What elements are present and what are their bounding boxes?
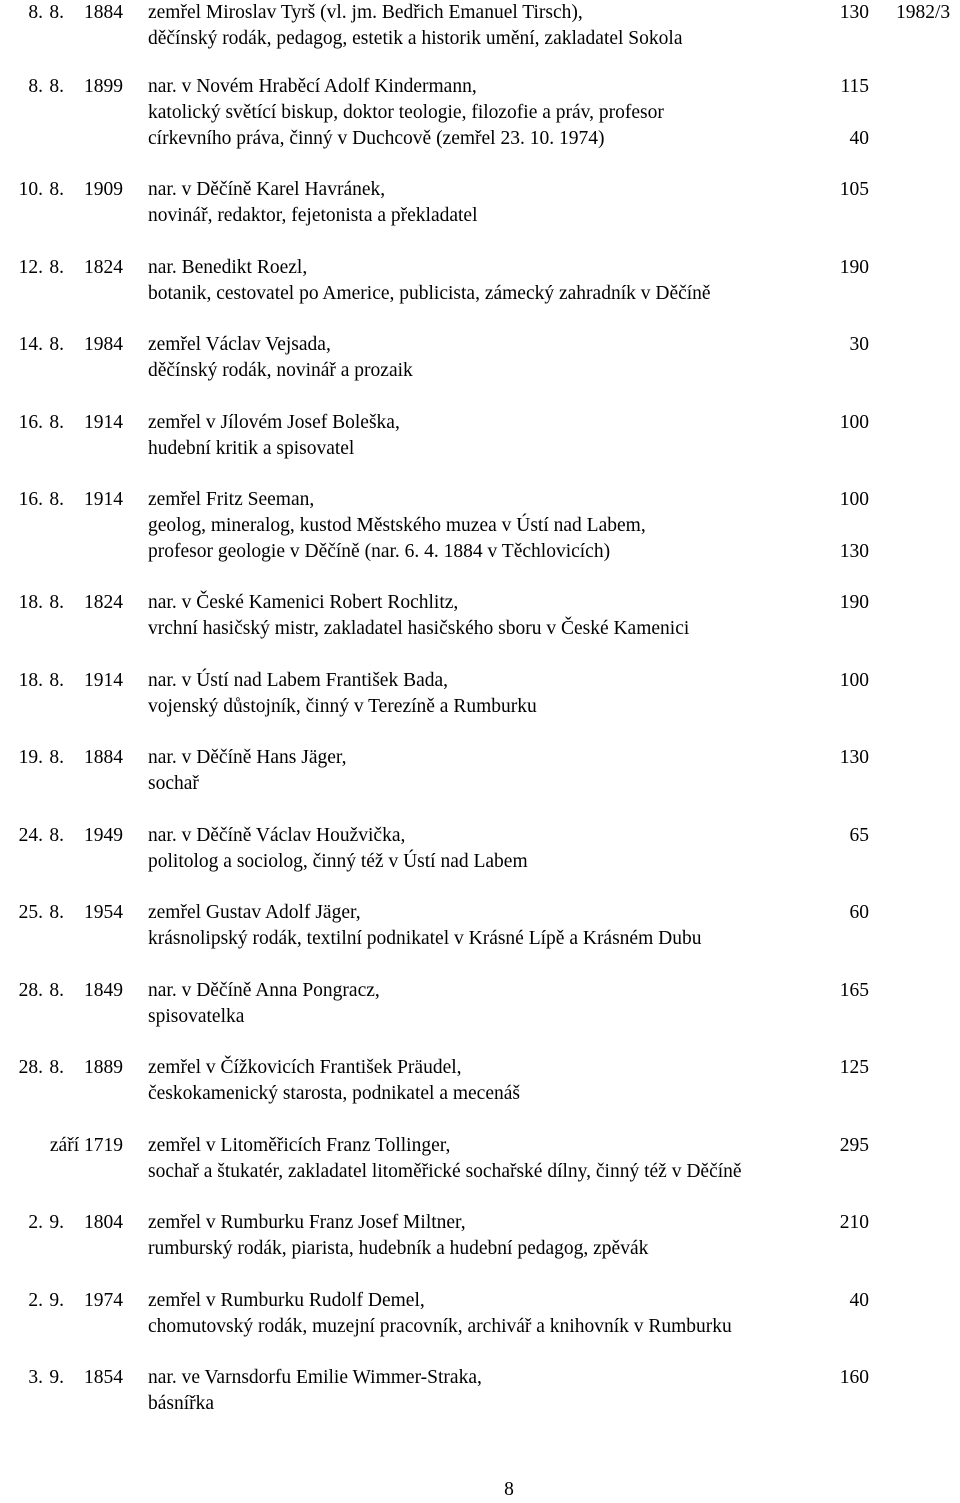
entry-text: nar. v Novém Hraběcí Adolf Kindermann, bbox=[148, 76, 477, 97]
entry-day: 18. bbox=[18, 592, 43, 613]
entry-month: 8. bbox=[49, 825, 64, 846]
entry-headline bbox=[0, 823, 960, 849]
entry-text: zemřel Václav Vejsada, bbox=[148, 334, 331, 355]
entry-month: 8. bbox=[49, 412, 64, 433]
entry-text: politolog a sociolog, činný též v Ústí nad Labem bbox=[148, 851, 528, 872]
entry-reference: 1982/3 bbox=[896, 2, 951, 23]
entry-text: novinář, redaktor, fejetonista a překladatel bbox=[148, 205, 478, 226]
entry-text: botanik, cestovatel po Americe, publicista, zámecký zahradník v Děčíně bbox=[148, 283, 711, 304]
entry-number: 130 bbox=[839, 541, 869, 562]
entry bbox=[0, 487, 960, 565]
entry-month: 8. bbox=[49, 747, 64, 768]
entry-number: 190 bbox=[839, 257, 869, 278]
entry-year: 1849 bbox=[84, 980, 123, 1001]
entry-day: 12. bbox=[18, 257, 43, 278]
entry-headline bbox=[0, 177, 960, 203]
entry-description bbox=[0, 26, 960, 52]
entry bbox=[0, 74, 960, 152]
entry-month: 8. bbox=[49, 902, 64, 923]
entry bbox=[0, 668, 960, 720]
entry-year: 1884 bbox=[84, 2, 123, 23]
entry-description bbox=[0, 1004, 960, 1030]
entry-text: zemřel Gustav Adolf Jäger, bbox=[148, 902, 361, 923]
entry-month: 8. bbox=[49, 2, 64, 23]
entry-text: nar. v Děčíně Anna Pongracz, bbox=[148, 980, 380, 1001]
entry-year: 1884 bbox=[84, 747, 123, 768]
entry-day: 28. bbox=[18, 1057, 43, 1078]
entry-number: 115 bbox=[840, 76, 869, 97]
entry-text: děčínský rodák, pedagog, estetik a historik umění, zakladatel Sokola bbox=[148, 28, 683, 49]
entry-month: 8. bbox=[49, 980, 64, 1001]
entry-month: 8. bbox=[49, 670, 64, 691]
entry bbox=[0, 0, 960, 52]
entry-text: vojenský důstojník, činný v Terezíně a Rumburku bbox=[148, 696, 537, 717]
entry-month: 8. bbox=[49, 257, 64, 278]
entry-description bbox=[0, 100, 960, 126]
entry-number: 125 bbox=[839, 1057, 869, 1078]
entry-year: 1899 bbox=[84, 76, 123, 97]
entry-year: 1984 bbox=[84, 334, 123, 355]
entry-number: 100 bbox=[839, 670, 869, 691]
entry bbox=[0, 745, 960, 797]
entry-description bbox=[0, 513, 960, 539]
entry-year: 1804 bbox=[84, 1212, 123, 1233]
entry-text: spisovatelka bbox=[148, 1006, 245, 1027]
entry-number: 130 bbox=[839, 747, 869, 768]
entry-description bbox=[0, 1236, 960, 1262]
entry-headline bbox=[0, 1365, 960, 1391]
entry-month: 9. bbox=[49, 1290, 64, 1311]
entry-description bbox=[0, 203, 960, 229]
entry-description bbox=[0, 281, 960, 307]
entry bbox=[0, 1055, 960, 1107]
entry bbox=[0, 410, 960, 462]
entry-month: 9. bbox=[49, 1367, 64, 1388]
entry-text: děčínský rodák, novinář a prozaik bbox=[148, 360, 413, 381]
entry-day: 16. bbox=[18, 412, 43, 433]
entry bbox=[0, 1210, 960, 1262]
entry-text: nar. v Děčíně Hans Jäger, bbox=[148, 747, 347, 768]
entry-headline bbox=[0, 1210, 960, 1236]
entry-headline bbox=[0, 590, 960, 616]
entry-description bbox=[0, 849, 960, 875]
entry-month: 8. bbox=[49, 179, 64, 200]
entry bbox=[0, 255, 960, 307]
page-number: 8 bbox=[504, 1479, 514, 1500]
entry-number: 100 bbox=[839, 412, 869, 433]
entry-number: 210 bbox=[839, 1212, 869, 1233]
entry-month: 8. bbox=[49, 334, 64, 355]
entry-number: 60 bbox=[849, 902, 869, 923]
entry-headline bbox=[0, 978, 960, 1004]
entry-text: zemřel v Jílovém Josef Boleška, bbox=[148, 412, 400, 433]
entry-month: 8. bbox=[49, 592, 64, 613]
entry-description bbox=[0, 358, 960, 384]
entry bbox=[0, 1288, 960, 1340]
entry-description bbox=[0, 926, 960, 952]
entry bbox=[0, 332, 960, 384]
entry-headline bbox=[0, 668, 960, 694]
entry-text: sochař bbox=[148, 773, 199, 794]
entry-day: 2. bbox=[28, 1290, 43, 1311]
entry-headline bbox=[0, 745, 960, 771]
entry-description bbox=[0, 1314, 960, 1340]
entry-headline bbox=[0, 255, 960, 281]
entry-headline bbox=[0, 1133, 960, 1159]
entry-year: 1914 bbox=[84, 670, 123, 691]
entry-text: nar. ve Varnsdorfu Emilie Wimmer-Straka, bbox=[148, 1367, 482, 1388]
entry-description bbox=[0, 436, 960, 462]
entry bbox=[0, 1365, 960, 1417]
entry-description bbox=[0, 771, 960, 797]
entry-year: 1954 bbox=[84, 902, 123, 923]
entry-day: 3. bbox=[28, 1367, 43, 1388]
entry-description bbox=[0, 1159, 960, 1185]
entry-number: 160 bbox=[839, 1367, 869, 1388]
entry-year: 1854 bbox=[84, 1367, 123, 1388]
entry bbox=[0, 590, 960, 642]
entry-headline bbox=[0, 410, 960, 436]
entry-number: 30 bbox=[849, 334, 869, 355]
entry-number: 65 bbox=[849, 825, 869, 846]
entry-day: 2. bbox=[28, 1212, 43, 1233]
entry-day: 14. bbox=[18, 334, 43, 355]
entry-day: 19. bbox=[18, 747, 43, 768]
entry bbox=[0, 900, 960, 952]
entry-month: 8. bbox=[49, 1057, 64, 1078]
entry-description bbox=[0, 616, 960, 642]
entry-day: 8. bbox=[28, 2, 43, 23]
entry-number: 100 bbox=[839, 489, 869, 510]
entry-headline bbox=[0, 0, 960, 26]
entry-year: 1889 bbox=[84, 1057, 123, 1078]
entry-text: zemřel v Litoměřicích Franz Tollinger, bbox=[148, 1135, 451, 1156]
entry bbox=[0, 823, 960, 875]
entry-year: 1824 bbox=[84, 592, 123, 613]
entry-text: katolický světící biskup, doktor teologie, filozofie a práv, profesor bbox=[148, 102, 664, 123]
entry-text: profesor geologie v Děčíně (nar. 6. 4. 1884 v Těchlovicích) bbox=[148, 541, 611, 562]
entry-text: krásnolipský rodák, textilní podnikatel v Krásné Lípě a Krásném Dubu bbox=[148, 928, 702, 949]
entry-text: sochař a štukatér, zakladatel litoměřické sochařské dílny, činný též v Děčíně bbox=[148, 1161, 742, 1182]
entry-text: nar. Benedikt Roezl, bbox=[148, 257, 308, 278]
entry-number: 190 bbox=[839, 592, 869, 613]
entry-day: 24. bbox=[18, 825, 43, 846]
entry-headline bbox=[0, 332, 960, 358]
entry-day: 28. bbox=[18, 980, 43, 1001]
entry-description bbox=[0, 694, 960, 720]
entry-text: zemřel v Rumburku Rudolf Demel, bbox=[148, 1290, 425, 1311]
entry-month: 9. bbox=[49, 1212, 64, 1233]
entry-date: září 1719 bbox=[49, 1135, 123, 1156]
entry-number: 40 bbox=[849, 1290, 869, 1311]
entry-headline bbox=[0, 74, 960, 100]
entry-text: nar. v České Kamenici Robert Rochlitz, bbox=[148, 592, 459, 613]
entry-text: geolog, mineralog, kustod Městského muzea v Ústí nad Labem, bbox=[148, 515, 646, 536]
entry-day: 18. bbox=[18, 670, 43, 691]
entry-text: zemřel v Rumburku Franz Josef Miltner, bbox=[148, 1212, 466, 1233]
entry-number: 295 bbox=[839, 1135, 869, 1156]
entry-description bbox=[0, 1081, 960, 1107]
entry-year: 1914 bbox=[84, 412, 123, 433]
entry-year: 1949 bbox=[84, 825, 123, 846]
entry-text: nar. v Děčíně Václav Houžvička, bbox=[148, 825, 406, 846]
entry-headline bbox=[0, 487, 960, 513]
entry-month: 8. bbox=[49, 489, 64, 510]
entry-year: 1914 bbox=[84, 489, 123, 510]
entry-number: 130 bbox=[839, 2, 869, 23]
entry-text: vrchní hasičský mistr, zakladatel hasičského sboru v České Kamenici bbox=[148, 618, 690, 639]
entry-text: nar. v Děčíně Karel Havránek, bbox=[148, 179, 386, 200]
entry-number: 40 bbox=[849, 128, 869, 149]
entry-description bbox=[0, 126, 960, 152]
entry bbox=[0, 177, 960, 229]
entry-number: 105 bbox=[839, 179, 869, 200]
entry bbox=[0, 978, 960, 1030]
entry-day: 8. bbox=[28, 76, 43, 97]
entry-month: 8. bbox=[49, 76, 64, 97]
entry-text: církevního práva, činný v Duchcově (zemřel 23. 10. 1974) bbox=[148, 128, 605, 149]
entry-year: 1824 bbox=[84, 257, 123, 278]
entry-description bbox=[0, 539, 960, 565]
entry-year: 1974 bbox=[84, 1290, 123, 1311]
entry-number: 165 bbox=[839, 980, 869, 1001]
entry-text: básnířka bbox=[148, 1393, 215, 1414]
entry-text: zemřel Fritz Seeman, bbox=[148, 489, 315, 510]
entry-text: chomutovský rodák, muzejní pracovník, archivář a knihovník v Rumburku bbox=[148, 1316, 732, 1337]
entry bbox=[0, 1133, 960, 1185]
entry-year: 1909 bbox=[84, 179, 123, 200]
entry-headline bbox=[0, 1288, 960, 1314]
entry-text: českokamenický starosta, podnikatel a mecenáš bbox=[148, 1083, 520, 1104]
entry-text: zemřel v Čížkovicích František Präudel, bbox=[148, 1057, 462, 1078]
entry-headline bbox=[0, 900, 960, 926]
entry-day: 16. bbox=[18, 489, 43, 510]
entry-text: hudební kritik a spisovatel bbox=[148, 438, 355, 459]
entry-text: rumburský rodák, piarista, hudebník a hudební pedagog, zpěvák bbox=[148, 1238, 649, 1259]
entry-text: nar. v Ústí nad Labem František Bada, bbox=[148, 670, 449, 691]
entry-day: 25. bbox=[18, 902, 43, 923]
entry-day: 10. bbox=[18, 179, 43, 200]
entry-text: zemřel Miroslav Tyrš (vl. jm. Bedřich Emanuel Tirsch), bbox=[148, 2, 583, 23]
entry-description bbox=[0, 1391, 960, 1417]
entry-headline bbox=[0, 1055, 960, 1081]
